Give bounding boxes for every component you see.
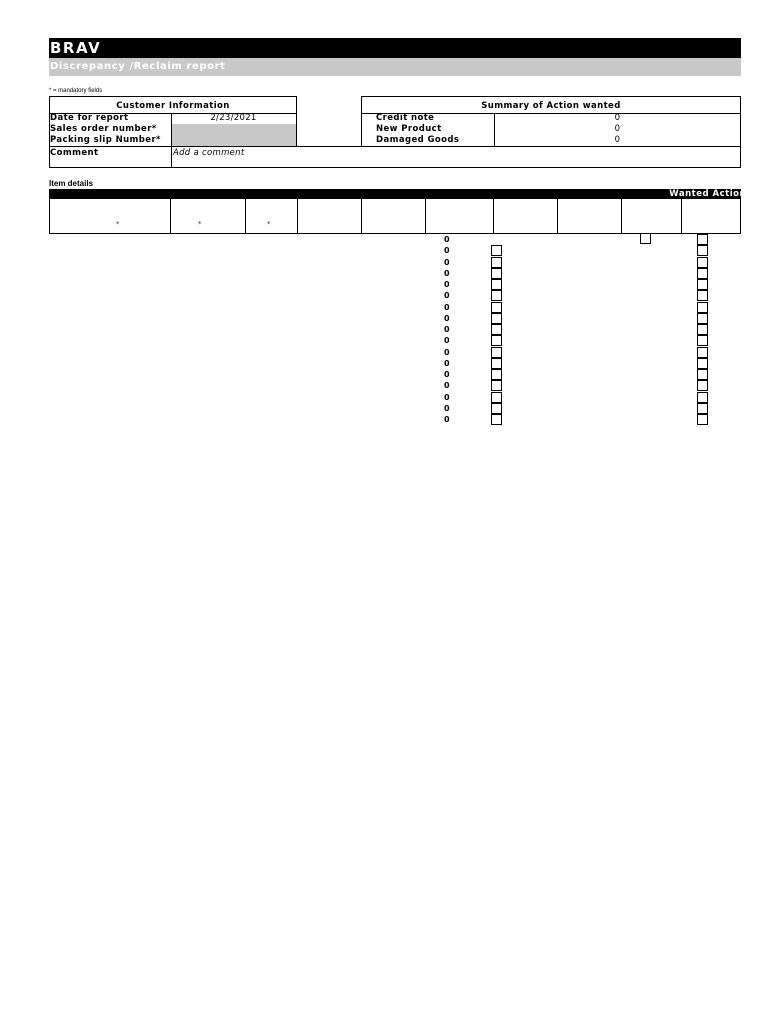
row-checkbox[interactable] — [697, 313, 708, 324]
row-value: 0 — [444, 313, 450, 323]
row-checkbox[interactable] — [491, 414, 502, 425]
row-checkbox[interactable] — [491, 347, 502, 358]
row-checkbox[interactable] — [697, 369, 708, 380]
comment-label: Comment — [50, 148, 99, 158]
row-value: 0 — [444, 291, 450, 301]
comment-input[interactable]: Add a comment — [173, 148, 245, 158]
date-value[interactable]: 2/23/2021 — [210, 113, 257, 123]
row-value: 0 — [444, 336, 450, 346]
row-checkbox[interactable] — [697, 324, 708, 335]
item-col-9 — [621, 199, 681, 234]
row-checkbox[interactable] — [491, 358, 502, 369]
item-col-5 — [361, 199, 425, 234]
row-checkbox[interactable] — [697, 358, 708, 369]
item-col-7 — [493, 199, 557, 234]
row-checkbox[interactable] — [697, 347, 708, 358]
item-col-6 — [425, 199, 493, 234]
row-value: 0 — [444, 246, 450, 256]
row-checkbox[interactable] — [491, 245, 502, 256]
row-checkbox[interactable] — [491, 268, 502, 279]
mandatory-mark: * — [116, 220, 120, 228]
packing-slip-field[interactable] — [172, 135, 296, 146]
row-checkbox[interactable] — [491, 380, 502, 391]
items-header-bar — [49, 189, 741, 199]
customer-info-table — [49, 96, 297, 147]
row-checkbox[interactable] — [491, 257, 502, 268]
row-value: 0 — [444, 325, 450, 334]
item-col-3 — [245, 199, 297, 234]
packing-slip-label: Packing slip Number* — [50, 135, 161, 145]
row-value: 0 — [444, 358, 450, 368]
row-checkbox[interactable] — [491, 279, 502, 290]
row-checkbox[interactable] — [697, 290, 708, 301]
item-col-2 — [170, 199, 245, 234]
summary-title: Summary of Action wanted — [481, 101, 621, 111]
summary-row-new-product-label: New Product — [376, 124, 442, 134]
row-checkbox[interactable] — [697, 403, 708, 414]
row-checkbox[interactable] — [491, 290, 502, 301]
row-value: 0 — [444, 257, 450, 267]
summary-row-new-product-value: 0 — [614, 124, 621, 134]
row-value: 0 — [444, 268, 450, 278]
row-checkbox[interactable] — [491, 313, 502, 324]
customer-info-title: Customer Information — [116, 101, 230, 111]
row-checkbox[interactable] — [491, 324, 502, 335]
row-value: 0 — [444, 302, 450, 312]
date-label: Date for report — [50, 113, 129, 123]
brand-title: BRAV — [49, 38, 741, 58]
row-checkbox[interactable] — [640, 233, 651, 244]
row-checkbox[interactable] — [697, 392, 708, 403]
row-checkbox[interactable] — [697, 257, 708, 268]
summary-row-damaged-goods-value: 0 — [614, 135, 621, 145]
row-value: 0 — [444, 235, 450, 244]
row-checkbox[interactable] — [697, 245, 708, 256]
row-checkbox[interactable] — [491, 392, 502, 403]
row-value: 0 — [444, 280, 450, 289]
row-value: 0 — [444, 347, 450, 357]
row-value: 0 — [444, 381, 450, 391]
summary-row-credit-note-label: Credit note — [376, 113, 435, 123]
sales-order-label: Sales order number* — [50, 124, 157, 134]
item-col-8 — [557, 199, 621, 234]
row-checkbox[interactable] — [697, 335, 708, 346]
row-checkbox[interactable] — [697, 234, 708, 245]
item-col-10 — [681, 199, 741, 234]
summary-table — [361, 96, 741, 147]
row-checkbox[interactable] — [697, 414, 708, 425]
sales-order-field[interactable] — [172, 124, 296, 135]
mandatory-note: * = mandatory fields — [49, 88, 103, 94]
report-subtitle: Discrepancy /Reclaim report — [49, 58, 741, 76]
row-value: 0 — [444, 370, 450, 379]
mandatory-mark: * — [198, 220, 202, 228]
row-checkbox[interactable] — [697, 380, 708, 391]
row-checkbox[interactable] — [491, 403, 502, 414]
row-checkbox[interactable] — [697, 302, 708, 313]
row-checkbox[interactable] — [697, 268, 708, 279]
row-checkbox[interactable] — [491, 302, 502, 313]
summary-row-credit-note-value: 0 — [614, 113, 621, 123]
item-details-label: Item details — [49, 179, 94, 188]
summary-row-damaged-goods-label: Damaged Goods — [376, 135, 460, 145]
row-checkbox[interactable] — [491, 335, 502, 346]
row-value: 0 — [444, 415, 450, 424]
comment-row — [49, 146, 741, 168]
row-value: 0 — [444, 392, 450, 402]
row-checkbox[interactable] — [491, 369, 502, 380]
row-value: 0 — [444, 403, 450, 413]
wanted-action-label: Wanted Action — [669, 189, 746, 199]
item-col-4 — [297, 199, 361, 234]
row-checkbox[interactable] — [697, 279, 708, 290]
mandatory-mark: * — [267, 220, 271, 228]
item-col-1 — [49, 199, 170, 234]
